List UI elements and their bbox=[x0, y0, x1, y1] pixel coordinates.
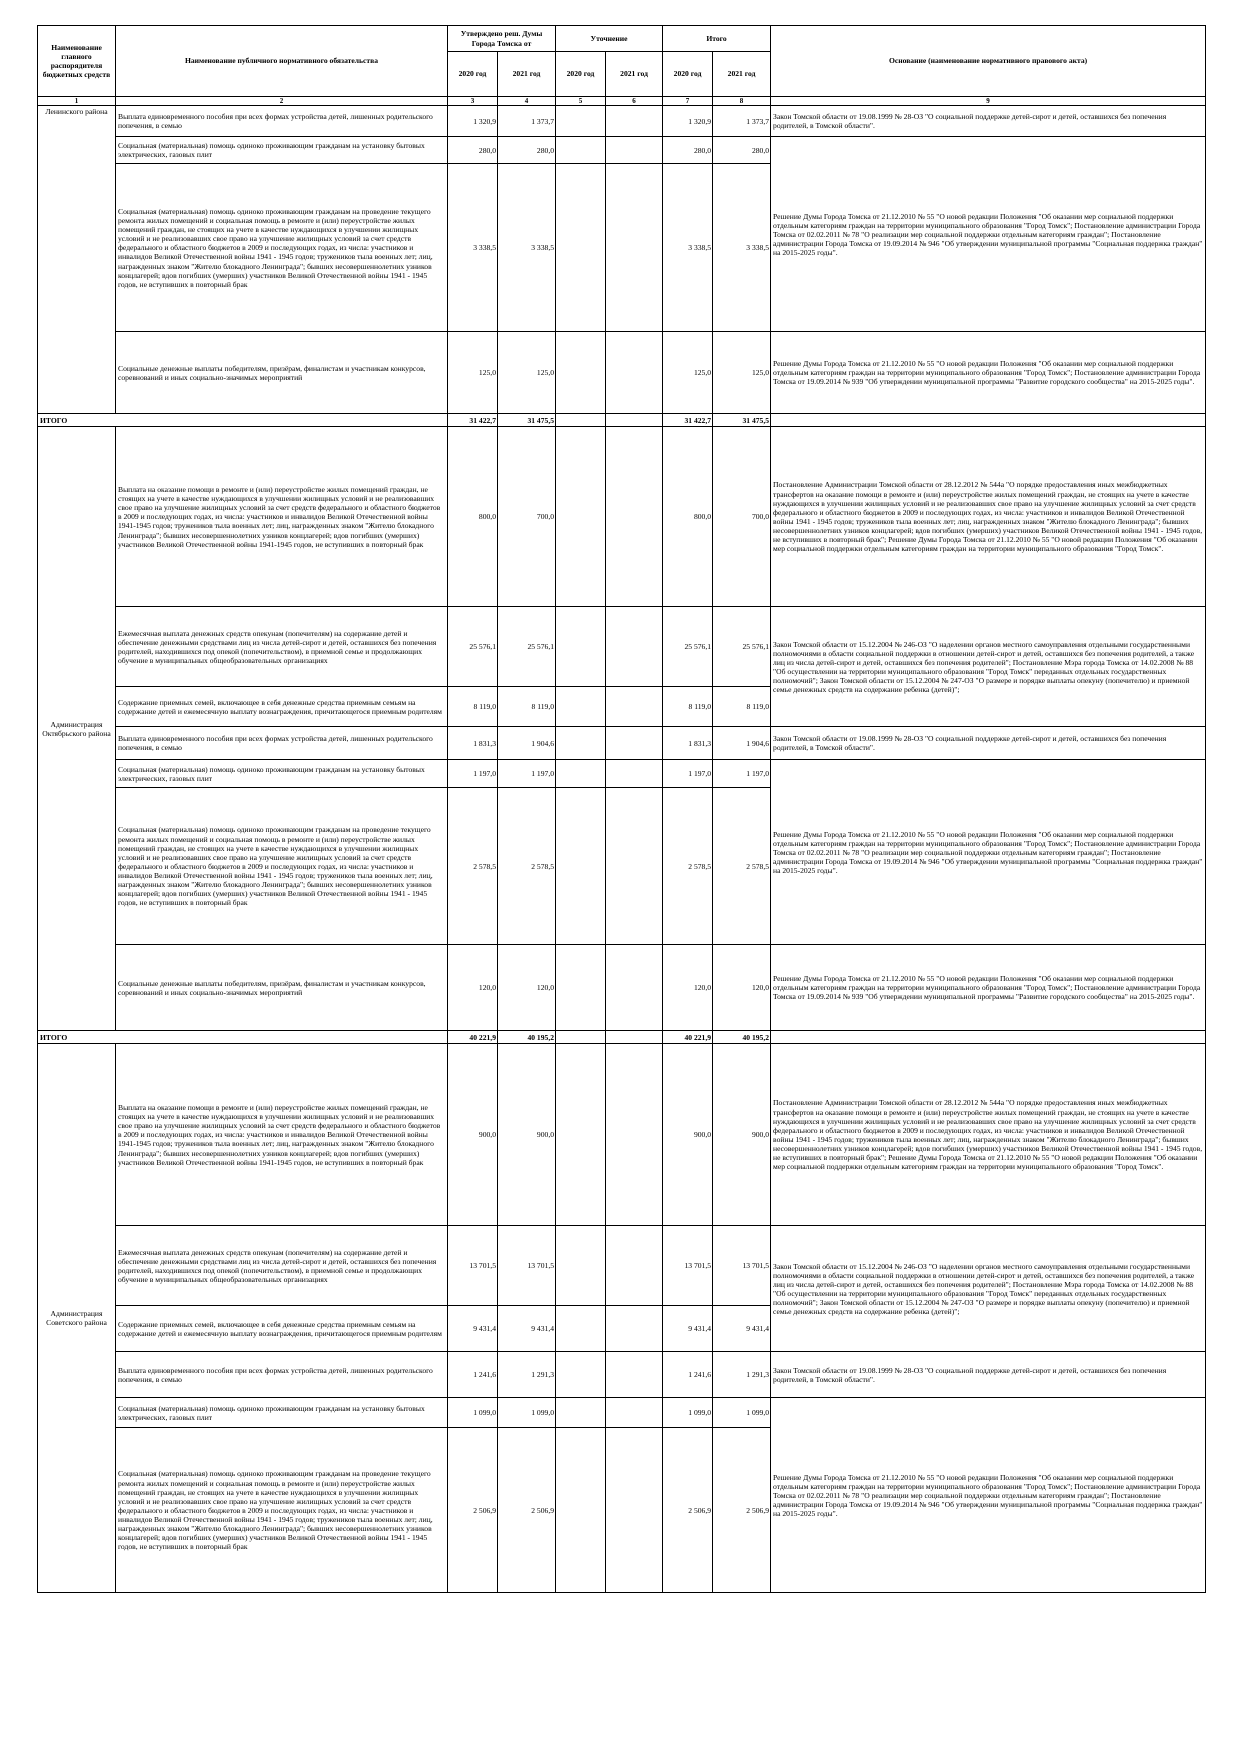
value-cell: 8 119,0 bbox=[713, 687, 771, 727]
value-cell: 1 099,0 bbox=[498, 1398, 556, 1428]
value-cell bbox=[556, 164, 606, 332]
header-year: 2021 год bbox=[498, 52, 556, 97]
basis-cell: Решение Думы Города Томска от 21.12.2010 № 55 "О новой редакции Положения "Об оказании мер социальной поддержки отдельным категориям граждан на территории муниципального образования "Город Томск"; Постановление администрации Города Томска от 02.02.2011 № 78 "О реализации мер социальной поддержки отдельным категориям граждан"; Постановление администрации Города Томска от 19.09.2014 № 946 "Об утверждении муниципальной программы "Социальная поддержка граждан" на 2015-2025 годы". bbox=[771, 760, 1206, 945]
value-cell bbox=[606, 137, 663, 164]
basis-cell: Постановление Администрации Томской области от 28.12.2012 № 544а "О порядке предоставления иных межбюджетных трансфертов на оказание помощи в ремонте и (или) переустройстве жилых помещений граждан, не стоящих на учете в качестве нуждающихся в улучшении жилищных условий и не реализовавших свое право на улучшение жилищных условий за счет средств федерального и областного бюджетов в 2009 и последующих годах, из числа: участников и инвалидов Великой Отечественной войны 1941 - 1945 годов; тружеников тыла военных лет; лиц, награжденных знаком "Жителю блокадного Ленинграда"; бывших несовершеннолетних узников концлагерей; вдов погибших (умерших) участников Великой Отечественной войны 1941 - 1945 годов, не вступивших в повторный брак"; Решение Думы Города Томска от 21.12.2010 № 55 "О новой редакции Положения "Об оказании мер социальной поддержки отдельным категориям граждан на территории муниципального образования "Город Томск". bbox=[771, 1044, 1206, 1226]
header-approved: Утверждено реш. Думы Города Томска от bbox=[448, 26, 556, 52]
header-basis: Основание (наименование нормативного правового акта) bbox=[771, 26, 1206, 97]
value-cell: 1 099,0 bbox=[713, 1398, 771, 1428]
value-cell bbox=[556, 945, 606, 1031]
column-index: 8 bbox=[713, 97, 771, 106]
column-index: 9 bbox=[771, 97, 1206, 106]
obligation-name: Ежемесячная выплата денежных средств опекунам (попечителям) на содержание детей и обеспечение денежными средствами лиц из числа детей-сирот и детей, оставшихся без попечения родителей, находившихся под опекой (попечительством), в приемной семье и продолжающих обучение в муниципальных общеобразовательных организациях bbox=[116, 607, 448, 687]
value-cell: 700,0 bbox=[498, 427, 556, 607]
grbs-cell: Администрация Октябрьского района bbox=[38, 427, 116, 1031]
total-value: 40 221,9 bbox=[448, 1031, 498, 1044]
value-cell bbox=[556, 1044, 606, 1226]
value-cell: 2 578,5 bbox=[498, 788, 556, 945]
value-cell: 9 431,4 bbox=[713, 1306, 771, 1352]
table-row bbox=[38, 106, 1206, 137]
total-label: ИТОГО bbox=[38, 1031, 448, 1044]
value-cell: 25 576,1 bbox=[448, 607, 498, 687]
value-cell: 2 506,9 bbox=[498, 1428, 556, 1593]
value-cell bbox=[556, 760, 606, 788]
value-cell: 900,0 bbox=[713, 1044, 771, 1226]
value-cell: 120,0 bbox=[448, 945, 498, 1031]
value-cell: 900,0 bbox=[448, 1044, 498, 1226]
value-cell bbox=[556, 1226, 606, 1306]
value-cell: 2 506,9 bbox=[663, 1428, 713, 1593]
value-cell bbox=[606, 945, 663, 1031]
value-cell bbox=[556, 106, 606, 137]
total-row bbox=[38, 1031, 1206, 1044]
value-cell: 1 241,6 bbox=[448, 1352, 498, 1398]
value-cell bbox=[606, 1398, 663, 1428]
value-cell: 1 197,0 bbox=[713, 760, 771, 788]
value-cell: 1 099,0 bbox=[448, 1398, 498, 1428]
value-cell: 1 904,6 bbox=[498, 727, 556, 760]
value-cell: 8 119,0 bbox=[663, 687, 713, 727]
value-cell: 125,0 bbox=[713, 332, 771, 414]
basis-cell: Закон Томской области от 19.08.1999 № 28-ОЗ "О социальной поддержке детей-сирот и детей, оставшихся без попечения родителей, в Томской области". bbox=[771, 727, 1206, 760]
value-cell: 125,0 bbox=[448, 332, 498, 414]
value-cell: 125,0 bbox=[663, 332, 713, 414]
value-cell: 1 904,6 bbox=[713, 727, 771, 760]
value-cell: 2 578,5 bbox=[713, 788, 771, 945]
total-value: 31 475,5 bbox=[498, 414, 556, 427]
value-cell: 1 291,3 bbox=[713, 1352, 771, 1398]
basis-cell: Закон Томской области от 15.12.2004 № 246-ОЗ "О наделении органов местного самоуправления отдельными государственными полномочиями в области социальной поддержки в отношении детей-сирот и детей, оставшихся без попечения родителей, а также лиц из числа детей-сирот и детей, оставшихся без попечения родителей"; Постановление Мэра города Томска от 14.02.2008 № 88 "Об осуществлении на территории муниципального образования "Город Томск" переданных отдельных государственных полномочий"; Закон Томской области от 15.12.2004 № 247-ОЗ "О размере и порядке выплаты опекуну (попечителю) и приемной семье денежных средств на содержание ребенка (детей)"; bbox=[771, 1226, 1206, 1352]
total-value: 40 195,2 bbox=[713, 1031, 771, 1044]
obligation-name: Выплата единовременного пособия при всех формах устройства детей, лишенных родительского попечения, в семью bbox=[116, 1352, 448, 1398]
value-cell: 9 431,4 bbox=[663, 1306, 713, 1352]
value-cell: 900,0 bbox=[498, 1044, 556, 1226]
value-cell: 1 831,3 bbox=[663, 727, 713, 760]
value-cell bbox=[556, 427, 606, 607]
value-cell bbox=[556, 1398, 606, 1428]
header-name: Наименование публичного нормативного обязательства bbox=[116, 26, 448, 97]
total-value bbox=[556, 1031, 606, 1044]
value-cell: 2 506,9 bbox=[448, 1428, 498, 1593]
value-cell: 1 099,0 bbox=[663, 1398, 713, 1428]
column-index: 6 bbox=[606, 97, 663, 106]
value-cell bbox=[556, 1428, 606, 1593]
table-row bbox=[38, 427, 1206, 607]
obligation-name: Социальные денежные выплаты победителям, призёрам, финалистам и участникам конкурсов, соревнований и иных социально-значимых мероприятий bbox=[116, 332, 448, 414]
value-cell bbox=[606, 427, 663, 607]
obligation-name: Выплата единовременного пособия при всех формах устройства детей, лишенных родительского попечения, в семью bbox=[116, 727, 448, 760]
value-cell bbox=[556, 788, 606, 945]
value-cell: 1 831,3 bbox=[448, 727, 498, 760]
table-row bbox=[38, 727, 1206, 760]
value-cell bbox=[556, 607, 606, 687]
basis-cell: Постановление Администрации Томской области от 28.12.2012 № 544а "О порядке предоставления иных межбюджетных трансфертов на оказание помощи в ремонте и (или) переустройстве жилых помещений граждан, не стоящих на учете в качестве нуждающихся в улучшении жилищных условий и не реализовавших свое право на улучшение жилищных условий за счет средств федерального и областного бюджетов в 2009 и последующих годах, из числа: участников и инвалидов Великой Отечественной войны 1941 - 1945 годов; тружеников тыла военных лет; лиц, награжденных знаком "Жителю блокадного Ленинграда"; бывших несовершеннолетних узников концлагерей; вдов погибших (умерших) участников Великой Отечественной войны 1941 - 1945 годов, не вступивших в повторный брак"; Решение Думы Города Томска от 21.12.2010 № 55 "О новой редакции Положения "Об оказании мер социальной поддержки отдельным категориям граждан на территории муниципального образования "Город Томск". bbox=[771, 427, 1206, 607]
basis-cell: Закон Томской области от 19.08.1999 № 28-ОЗ "О социальной поддержке детей-сирот и детей, оставшихся без попечения родителей, в Томской области". bbox=[771, 106, 1206, 137]
grbs-cell: Администрация Советского района bbox=[38, 1044, 116, 1593]
value-cell bbox=[606, 164, 663, 332]
table-row bbox=[38, 607, 1206, 687]
obligation-name: Социальная (материальная) помощь одиноко проживающим гражданам на проведение текущего ремонта жилых помещений и социальная помощь в ремонте и (или) переустройстве жилых помещений граждан, не стоящих на учете в качестве нуждающихся в улучшении жилищных условий и не реализовавших свое право на улучшение жилищных условий за счет средств федерального и областного бюджетов в 2009 и последующих годах, из числа: участников и инвалидов Великой Отечественной войны 1941 - 1945 годов; тружеников тыла военных лет; лиц, награжденных знаком "Жителю блокадного Ленинграда"; бывших несовершеннолетних узников концлагерей; вдов погибших (умерших) участников Великой Отечественной войны 1941 - 1945 годов, не вступивших в повторный брак bbox=[116, 788, 448, 945]
value-cell: 3 338,5 bbox=[498, 164, 556, 332]
value-cell bbox=[606, 1044, 663, 1226]
header-grbs: Наименование главного распорядителя бюджетных средств bbox=[38, 26, 116, 97]
header-row-1 bbox=[38, 26, 1206, 52]
value-cell: 3 338,5 bbox=[713, 164, 771, 332]
value-cell: 280,0 bbox=[448, 137, 498, 164]
table-row bbox=[38, 1352, 1206, 1398]
value-cell bbox=[606, 1226, 663, 1306]
basis-cell: Решение Думы Города Томска от 21.12.2010 № 55 "О новой редакции Положения "Об оказании мер социальной поддержки отдельным категориям граждан на территории муниципального образования "Город Томск"; Постановление администрации Города Томска от 02.02.2011 № 78 "О реализации мер социальной поддержки отдельным категориям граждан"; Постановление администрации Города Томска от 19.09.2014 № 946 "Об утверждении муниципальной программы "Социальная поддержка граждан" на 2015-2025 годы". bbox=[771, 137, 1206, 332]
value-cell bbox=[606, 687, 663, 727]
basis-cell: Закон Томской области от 15.12.2004 № 246-ОЗ "О наделении органов местного самоуправления отдельными государственными полномочиями в области социальной поддержки в отношении детей-сирот и детей, оставшихся без попечения родителей, а также лиц из числа детей-сирот и детей, оставшихся без попечения родителей"; Постановление Мэра города Томска от 14.02.2008 № 88 "Об осуществлении на территории муниципального образования "Город Томск" переданных отдельных государственных полномочий"; Закон Томской области от 15.12.2004 № 247-ОЗ "О размере и порядке выплаты опекуну (попечителю) и приемной семье денежных средств на содержание ребенка (детей)"; bbox=[771, 607, 1206, 727]
total-value: 40 195,2 bbox=[498, 1031, 556, 1044]
header-year: 2020 год bbox=[556, 52, 606, 97]
value-cell: 3 338,5 bbox=[663, 164, 713, 332]
value-cell: 13 701,5 bbox=[663, 1226, 713, 1306]
value-cell: 13 701,5 bbox=[498, 1226, 556, 1306]
value-cell: 13 701,5 bbox=[713, 1226, 771, 1306]
value-cell bbox=[606, 1352, 663, 1398]
value-cell bbox=[606, 332, 663, 414]
value-cell: 1 241,6 bbox=[663, 1352, 713, 1398]
value-cell: 1 197,0 bbox=[663, 760, 713, 788]
obligations-table bbox=[37, 25, 1206, 1593]
header-clarify: Уточнение bbox=[556, 26, 663, 52]
obligation-name: Ежемесячная выплата денежных средств опекунам (попечителям) на содержание детей и обеспечение денежными средствами лиц из числа детей-сирот и детей, оставшихся без попечения родителей, находившихся под опекой (попечительством), в приемной семье и продолжающих обучение в муниципальных общеобразовательных организациях bbox=[116, 1226, 448, 1306]
obligation-name: Содержание приемных семей, включающее в себя денежные средства приемным семьям на содержание детей и ежемесячную выплату вознаграждения, причитающегося приемным родителям bbox=[116, 1306, 448, 1352]
total-value: 40 221,9 bbox=[663, 1031, 713, 1044]
grbs-cell: Ленинского района bbox=[38, 106, 116, 414]
table-row bbox=[38, 1398, 1206, 1428]
table-row bbox=[38, 945, 1206, 1031]
value-cell: 9 431,4 bbox=[448, 1306, 498, 1352]
basis-cell: Решение Думы Города Томска от 21.12.2010 № 55 "О новой редакции Положения "Об оказании мер социальной поддержки отдельным категориям граждан на территории муниципального образования "Город Томск"; Постановление администрации Города Томска от 19.09.2014 № 939 "Об утверждении муниципальной программы "Развитие городского сообщества" на 2015-2025 годы". bbox=[771, 332, 1206, 414]
value-cell: 1 197,0 bbox=[448, 760, 498, 788]
basis-cell: Решение Думы Города Томска от 21.12.2010 № 55 "О новой редакции Положения "Об оказании мер социальной поддержки отдельным категориям граждан на территории муниципального образования "Город Томск"; Постановление администрации Города Томска от 19.09.2014 № 939 "Об утверждении муниципальной программы "Развитие городского сообщества" на 2015-2025 годы". bbox=[771, 945, 1206, 1031]
value-cell bbox=[606, 727, 663, 760]
value-cell bbox=[606, 1306, 663, 1352]
obligation-name: Социальная (материальная) помощь одиноко проживающим гражданам на установку бытовых электрических, газовых плит bbox=[116, 137, 448, 164]
value-cell: 25 576,1 bbox=[663, 607, 713, 687]
value-cell: 120,0 bbox=[663, 945, 713, 1031]
obligation-name: Выплата единовременного пособия при всех формах устройства детей, лишенных родительского попечения, в семью bbox=[116, 106, 448, 137]
value-cell: 8 119,0 bbox=[448, 687, 498, 727]
value-cell: 3 338,5 bbox=[448, 164, 498, 332]
value-cell bbox=[556, 137, 606, 164]
value-cell: 1 320,9 bbox=[663, 106, 713, 137]
total-value: 31 422,7 bbox=[663, 414, 713, 427]
table-row bbox=[38, 1226, 1206, 1306]
table-row bbox=[38, 760, 1206, 788]
total-value: 31 422,7 bbox=[448, 414, 498, 427]
total-value bbox=[606, 1031, 663, 1044]
value-cell: 125,0 bbox=[498, 332, 556, 414]
value-cell: 700,0 bbox=[713, 427, 771, 607]
table-row bbox=[38, 332, 1206, 414]
value-cell: 800,0 bbox=[448, 427, 498, 607]
value-cell: 2 578,5 bbox=[663, 788, 713, 945]
obligation-name: Социальная (материальная) помощь одиноко проживающим гражданам на проведение текущего ремонта жилых помещений и социальная помощь в ремонте и (или) переустройстве жилых помещений граждан, не стоящих на учете в качестве нуждающихся в улучшении жилищных условий и не реализовавших свое право на улучшение жилищных условий за счет средств федерального и областного бюджетов в 2009 и последующих годах, из числа: участников и инвалидов Великой Отечественной войны 1941 - 1945 годов; тружеников тыла военных лет; лиц, награжденных знаком "Жителю блокадного Ленинграда"; бывших несовершеннолетних узников концлагерей; вдов погибших (умерших) участников Великой Отечественной войны 1941 - 1945 годов, не вступивших в повторный брак bbox=[116, 164, 448, 332]
value-cell: 120,0 bbox=[713, 945, 771, 1031]
value-cell: 25 576,1 bbox=[713, 607, 771, 687]
column-index: 3 bbox=[448, 97, 498, 106]
value-cell bbox=[556, 687, 606, 727]
obligation-name: Выплата на оказание помощи в ремонте и (или) переустройстве жилых помещений граждан, не стоящих на учете в качестве нуждающихся в улучшении жилищных условий и не реализовавших свое право на улучшение жилищных условий за счет средств федерального и областного бюджетов в 2009 и последующих годах, из числа: участников и инвалидов Великой Отечественной войны 1941-1945 годов; тружеников тыла военных лет; лиц, награжденных знаком "Жителю блокадного Ленинграда"; бывших несовершеннолетних узников концлагерей; вдов погибших (умерших) участников Великой Отечественной войны 1941-1945 годов, не вступивших в повторный брак bbox=[116, 427, 448, 607]
value-cell bbox=[606, 607, 663, 687]
value-cell: 900,0 bbox=[663, 1044, 713, 1226]
header-year: 2020 год bbox=[663, 52, 713, 97]
value-cell: 120,0 bbox=[498, 945, 556, 1031]
value-cell: 1 373,7 bbox=[498, 106, 556, 137]
value-cell bbox=[556, 1352, 606, 1398]
column-index-row bbox=[38, 97, 1206, 106]
total-value bbox=[556, 414, 606, 427]
header-total: Итого bbox=[663, 26, 771, 52]
value-cell: 2 506,9 bbox=[713, 1428, 771, 1593]
value-cell: 1 373,7 bbox=[713, 106, 771, 137]
value-cell: 280,0 bbox=[498, 137, 556, 164]
value-cell: 2 578,5 bbox=[448, 788, 498, 945]
column-index: 7 bbox=[663, 97, 713, 106]
column-index: 4 bbox=[498, 97, 556, 106]
value-cell: 13 701,5 bbox=[448, 1226, 498, 1306]
obligation-name: Социальная (материальная) помощь одиноко проживающим гражданам на проведение текущего ремонта жилых помещений и социальная помощь в ремонте и (или) переустройстве жилых помещений граждан, не стоящих на учете в качестве нуждающихся в улучшении жилищных условий и не реализовавших свое право на улучшение жилищных условий за счет средств федерального и областного бюджетов в 2009 и последующих годах, из числа: участников и инвалидов Великой Отечественной войны 1941 - 1945 годов; тружеников тыла военных лет; лиц, награжденных знаком "Жителю блокадного Ленинграда"; бывших несовершеннолетних узников концлагерей; вдов погибших (умерших) участников Великой Отечественной войны 1941 - 1945 годов, не вступивших в повторный брак bbox=[116, 1428, 448, 1593]
column-index: 5 bbox=[556, 97, 606, 106]
value-cell: 8 119,0 bbox=[498, 687, 556, 727]
total-value: 31 475,5 bbox=[713, 414, 771, 427]
total-row bbox=[38, 414, 1206, 427]
value-cell bbox=[606, 106, 663, 137]
column-index: 1 bbox=[38, 97, 116, 106]
obligation-name: Социальная (материальная) помощь одиноко проживающим гражданам на установку бытовых электрических, газовых плит bbox=[116, 1398, 448, 1428]
value-cell: 1 291,3 bbox=[498, 1352, 556, 1398]
total-basis bbox=[771, 414, 1206, 427]
header-year: 2021 год bbox=[713, 52, 771, 97]
value-cell: 9 431,4 bbox=[498, 1306, 556, 1352]
value-cell: 800,0 bbox=[663, 427, 713, 607]
value-cell bbox=[556, 1306, 606, 1352]
value-cell bbox=[556, 727, 606, 760]
obligation-name: Социальная (материальная) помощь одиноко проживающим гражданам на установку бытовых электрических, газовых плит bbox=[116, 760, 448, 788]
table-row bbox=[38, 1044, 1206, 1226]
table-row bbox=[38, 137, 1206, 164]
value-cell bbox=[606, 760, 663, 788]
obligation-name: Выплата на оказание помощи в ремонте и (или) переустройстве жилых помещений граждан, не стоящих на учете в качестве нуждающихся в улучшении жилищных условий и не реализовавших свое право на улучшение жилищных условий за счет средств федерального и областного бюджетов в 2009 и последующих годах, из числа: участников и инвалидов Великой Отечественной войны 1941-1945 годов; тружеников тыла военных лет; лиц, награжденных знаком "Жителю блокадного Ленинграда"; бывших несовершеннолетних узников концлагерей; вдов погибших (умерших) участников Великой Отечественной войны 1941-1945 годов, не вступивших в повторный брак bbox=[116, 1044, 448, 1226]
value-cell: 1 320,9 bbox=[448, 106, 498, 137]
basis-cell: Решение Думы Города Томска от 21.12.2010 № 55 "О новой редакции Положения "Об оказании мер социальной поддержки отдельным категориям граждан на территории муниципального образования "Город Томск"; Постановление администрации Города Томска от 02.02.2011 № 78 "О реализации мер социальной поддержки отдельным категориям граждан"; Постановление администрации Города Томска от 19.09.2014 № 946 "Об утверждении муниципальной программы "Социальная поддержка граждан" на 2015-2025 годы". bbox=[771, 1398, 1206, 1593]
value-cell: 1 197,0 bbox=[498, 760, 556, 788]
budget-table-page bbox=[37, 25, 1205, 1593]
value-cell bbox=[606, 1428, 663, 1593]
value-cell: 25 576,1 bbox=[498, 607, 556, 687]
total-label: ИТОГО bbox=[38, 414, 448, 427]
total-basis bbox=[771, 1031, 1206, 1044]
header-year: 2020 год bbox=[448, 52, 498, 97]
column-index: 2 bbox=[116, 97, 448, 106]
total-value bbox=[606, 414, 663, 427]
value-cell: 280,0 bbox=[713, 137, 771, 164]
basis-cell: Закон Томской области от 19.08.1999 № 28-ОЗ "О социальной поддержке детей-сирот и детей, оставшихся без попечения родителей, в Томской области". bbox=[771, 1352, 1206, 1398]
header-year: 2021 год bbox=[606, 52, 663, 97]
value-cell bbox=[556, 332, 606, 414]
value-cell bbox=[606, 788, 663, 945]
obligation-name: Содержание приемных семей, включающее в себя денежные средства приемным семьям на содержание детей и ежемесячную выплату вознаграждения, причитающегося приемным родителям bbox=[116, 687, 448, 727]
value-cell: 280,0 bbox=[663, 137, 713, 164]
obligation-name: Социальные денежные выплаты победителям, призёрам, финалистам и участникам конкурсов, соревнований и иных социально-значимых мероприятий bbox=[116, 945, 448, 1031]
